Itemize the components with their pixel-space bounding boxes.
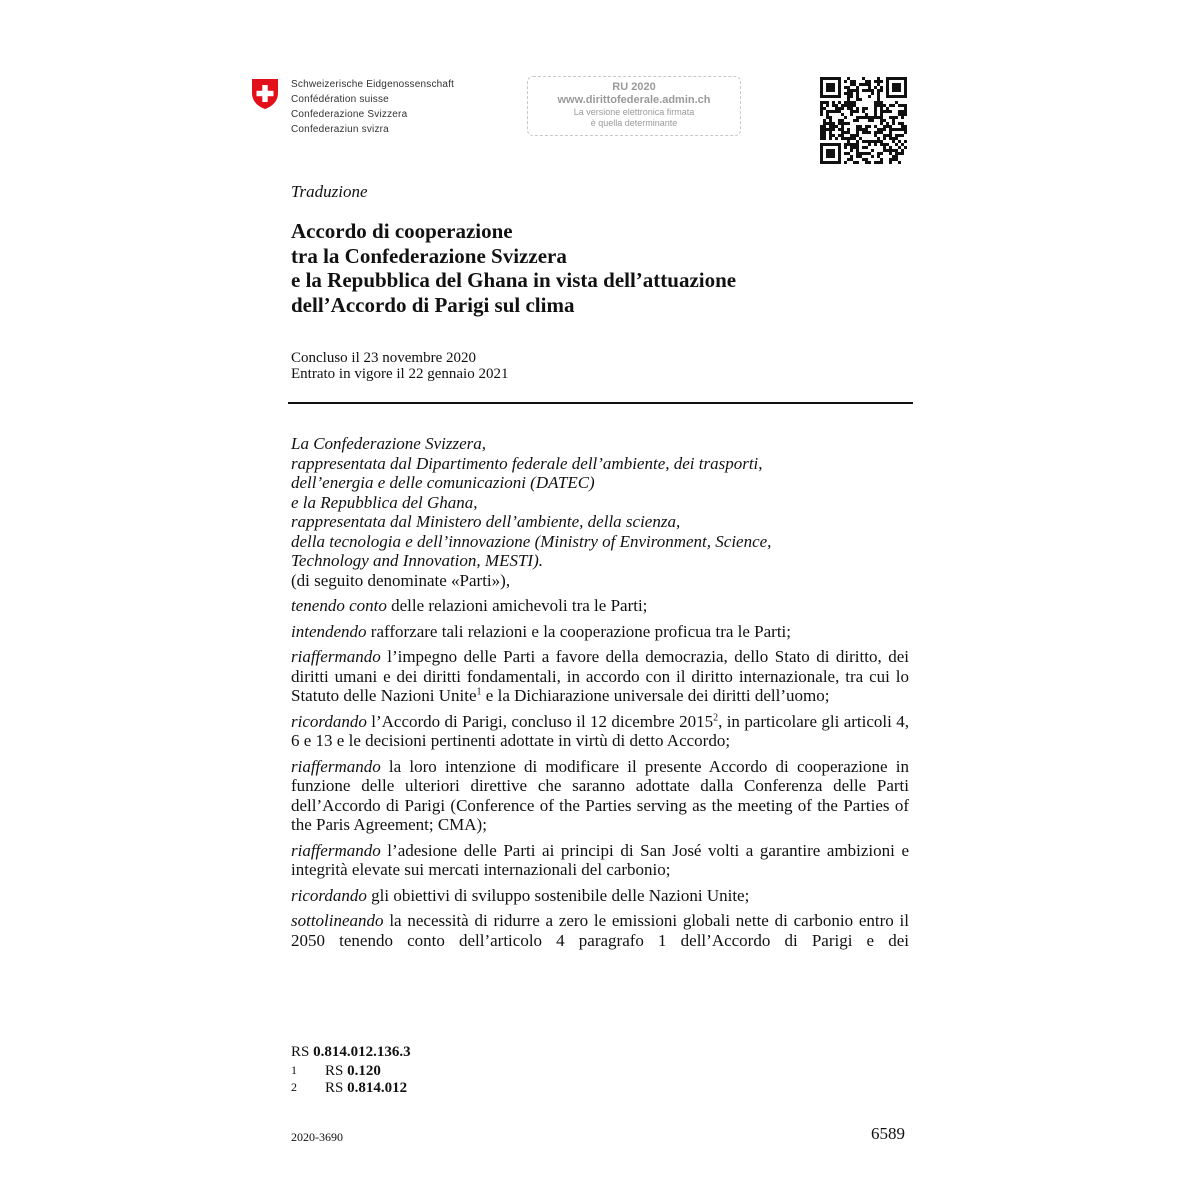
document-title (291, 219, 736, 317)
title-line: e la Repubblica del Ghana in vista dell’attuazione (291, 268, 737, 292)
parties-line: Technology and Innovation, MESTI). (291, 551, 543, 570)
footnote-number: 1 (291, 1063, 297, 1077)
federation-name-de: Schweizerische Eidgenossenschaft (291, 79, 455, 90)
clause-verb: riaffermando (291, 756, 381, 776)
document-number: 2020-3690 (291, 1130, 343, 1144)
parties-line: La Confederazione Svizzera, (291, 434, 487, 453)
parties-line: dell’energia e delle comunicazioni (DATEC) (291, 473, 595, 492)
page-number: 6589 (871, 1124, 905, 1143)
document-dates (291, 350, 508, 382)
qr-code-icon[interactable] (819, 77, 909, 165)
footnote-ref-2[interactable]: 2 (713, 711, 719, 723)
hereinafter-note: (di seguito denominate «Parti»), (291, 570, 511, 590)
preamble-clause (291, 712, 909, 751)
clause-text: gli obiettivi di sviluppo sostenibile delle Nazioni Unite; (366, 885, 750, 905)
clause-text: delle relazioni amichevoli tra le Parti; (386, 596, 648, 615)
footnote-prefix: RS (325, 1063, 348, 1079)
stamp-collection: RU 2020 (612, 81, 656, 93)
parties-line: e la Repubblica del Ghana, (291, 492, 478, 512)
stamp-url[interactable]: www.dirittofederale.admin.ch (557, 94, 711, 106)
preamble-clause (291, 911, 909, 950)
clause-verb: riaffermando (291, 840, 381, 860)
preamble-clause (291, 886, 909, 906)
clause-text: , in particolare gli articoli 4, 6 e 13 e le decisioni pertinenti adottate in virtù di detto Accordo; (291, 711, 909, 750)
clause-verb: intendendo (291, 621, 367, 641)
title-line: dell’Accordo di Parigi sul clima (291, 292, 575, 317)
federation-name-it: Confederazione Svizzera (291, 109, 408, 120)
clause-text: la loro intenzione di modificare il presente Accordo di cooperazione in funzione delle ulteriori direttive che saranno adottate dalla Conferenza delle Parti dell’Accordo di Parigi (Conference of the Parties serving as the meeting of the Parties of the Paris Agreement; CMA); (291, 756, 909, 834)
footnote-1 (291, 1063, 381, 1080)
preamble-clause (291, 647, 909, 706)
parties-line: rappresentata dal Ministero dell’ambiente, della scienza, (291, 512, 681, 531)
preamble (291, 434, 909, 950)
clause-text: e la Dichiarazione universale dei diritti dell’uomo; (481, 686, 830, 705)
concluded-date: Concluso il 23 novembre 2020 (291, 350, 476, 366)
official-publication-stamp (527, 76, 741, 136)
clause-text: la necessità di ridurre a zero le emissioni globali nette di carbonio entro il 2050 tenendo conto dell’articolo 4 paragrafo 1 dell’Accordo di Parigi e dei (291, 911, 909, 950)
clause-text: l’impegno delle Parti a favore della democrazia, dello Stato di diritto, dei diritti umani e dei diritti fondamentali, in accordo con il diritto internazionale, tra cui lo Statuto delle Nazioni Unite (291, 647, 909, 705)
clause-text: rafforzare tali relazioni e la cooperazione proficua tra le Parti; (366, 621, 791, 641)
rs-number: 0.814.012.136.3 (313, 1044, 411, 1060)
stamp-note-2: è quella determinante (590, 118, 678, 128)
preamble-clause (291, 622, 909, 642)
parties-block (291, 434, 909, 571)
federation-name-rm: Confederaziun svizra (291, 124, 389, 135)
clause-verb: ricordando (291, 711, 367, 731)
footnote-number: 2 (291, 1080, 297, 1094)
translation-label: Traduzione (291, 182, 368, 201)
clause-verb: riaffermando (291, 647, 381, 666)
federation-names (291, 77, 454, 137)
rs-prefix: RS (291, 1044, 314, 1060)
title-line: Accordo di cooperazione (291, 219, 513, 243)
preamble-clause (291, 757, 909, 835)
footnote-ref-1[interactable]: 1 (476, 686, 482, 698)
clause-verb: ricordando (291, 885, 367, 905)
in-force-date: Entrato in vigore il 22 gennaio 2021 (291, 366, 509, 382)
preamble-clause (291, 841, 909, 880)
clause-text: l’adesione delle Parti ai principi di San José volti a garantire ambizioni e integrità elevate sui mercati internazionali del carbonio; (291, 840, 909, 879)
header-divider (288, 402, 913, 404)
clause-verb: sottolineando (291, 911, 384, 930)
footnote-ref[interactable]: 0.814.012 (347, 1080, 408, 1096)
title-line: tra la Confederazione Svizzera (291, 243, 567, 268)
stamp-note-1: La versione elettronica firmata (573, 107, 695, 117)
swiss-coat-of-arms-icon (251, 78, 279, 110)
footnote-ref[interactable]: 0.120 (347, 1063, 381, 1079)
footnote-prefix: RS (325, 1080, 348, 1096)
parties-line: della tecnologia e dell’innovazione (Ministry of Environment, Science, (291, 531, 772, 551)
footnote-2 (291, 1080, 407, 1097)
preamble-clause (291, 596, 909, 616)
clause-text: l’Accordo di Parigi, concluso il 12 dicembre 2015 (366, 711, 714, 731)
federation-name-fr: Confédération suisse (291, 94, 389, 105)
parties-line: rappresentata dal Dipartimento federale dell’ambiente, dei trasporti, (291, 453, 763, 473)
rs-classification (291, 1044, 411, 1061)
clause-verb: tenendo conto (291, 596, 387, 615)
